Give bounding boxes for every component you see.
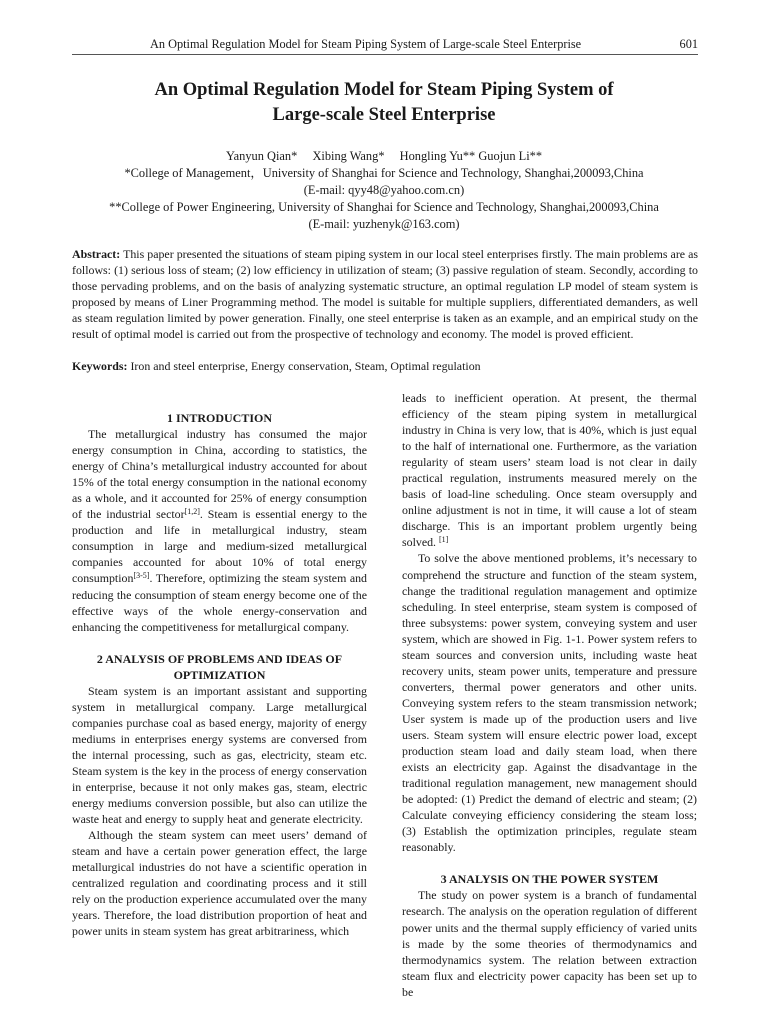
author-3: Hongling Yu** [399,149,476,163]
section-heading-analysis [72,651,367,683]
intro-paragraph [72,426,367,635]
intro-text-a: The metallurgical industry has consumed the major energy consumption in China, according to statistics, the energy of China’s metallurgical industry accounted for about 15% of the total energy consumption in the national economy as a whole, and it accounted for 25% of energy consumption of the industrial sector [72,427,367,522]
paper-title [90,78,678,128]
keywords-text: Iron and steel enterprise, Energy conservation, Steam, Optimal regulation [130,359,481,373]
abstract-text: This paper presented the situations of steam piping system in our local steel enterprises firstly. The main problems are as follows: (1) serious loss of steam; (2) low efficiency in utilization of steam; (3) passive regulation of steam. Secondly, according to those pervading problems, and on the basis of analyzing systematic structure, an optimal regulation LP model of steam system is proposed by means of Liner Programming method. The model is suitable for multiple suppliers, differentiated demanders, as well as steam regulation limited by power generation. Finally, one steel enterprise is taken as an example, and an empirical study on the result of optimal model is carried out from the prospective of technology and economy. The model is proved efficient. [72,247,699,341]
running-head [72,36,698,55]
section-heading-introduction: 1 INTRODUCTION [166,411,272,425]
analysis-paragraph-3: To solve the above mentioned problems, it’s necessary to comprehend the structure and function of the steam system, change the traditional regulation management and optimize scheduling. In steel enterprise, steam system is composed of three subsystems: power system, conveying system and user system, which are showed in Fig. 1-1. Power system refers to steam sources and conversion units, including waste heat recovery units, steam power units, temperature and pressure converters, thermal power generators and other units. Conveying system refers to the steam transmission network; User system is made up of the production users and live users. Steam system will ensure electric power load, except production steam load and daily steam load, when there exists an electricity gap. Against the disadvantage in the traditional regulation management, new management should be adopted: (1) Predict the demand of electric and steam; (2) Calculate conveying efficiency considering the steam loss; (3) Establish the optimization principles, regulate steam reasonably. [402,551,697,855]
right-column [402,390,697,1000]
power-paragraph-1: The study on power system is a branch of fundamental research. The analysis on the operation regulation of different power units and the thermal supply efficiency of varied units is made by the some theories of thermodynamics and thermodynamics system. The relation between extraction steam flux and electricity power capacity has been set up to be [402,888,697,999]
title-line-2: Large-scale Steel Enterprise [272,105,496,125]
keywords-label: Keywords: [72,359,128,373]
running-head-title: An Optimal Regulation Model for Steam Piping System of Large-scale Steel Enterprise [150,37,582,51]
analysis-heading-line-1: 2 ANALYSIS OF PROBLEMS AND IDEAS OF [96,651,343,666]
author-block [72,148,696,233]
analysis-paragraph-2-text: leads to inefficient operation. At present, the thermal efficiency of the steam piping system in metallurgical industry in China is very low, that is 40%, which is just equal to the half of international one. Furthermore, as the variation regularity of steam users’ steam load is not clear in daily practical regulation, instruments measured merely on the basis of load-line scheduling. Once steam oversupply and online adjustment is not in time, it will cause a lot of steam discharge. This is an important problem urgently being solved. [402,391,697,550]
affiliation-2: **College of Power Engineering, University of Shanghai for Science and Technology, Shanghai,200093,China [109,200,659,214]
author-1: Yanyun Qian* [225,149,298,163]
citation-1: [1] [439,535,449,545]
analysis-paragraph-1: Steam system is an important assistant and supporting system in metallurgical company. Large metallurgical companies purchase coal as based energy, majority of energy mediums in enterprises energy systems are conversed from the internal processing, such as gas, electricity, steam etc. Steam system is the key in the process of energy conservation in enterprise, because it not only makes gas, steam, electric energy mediums conversion possible, but also can utilize the waste heat and energy to supply heat and generate electricity. [72,683,367,827]
affiliation-1: *College of Management，University of Shanghai for Science and Technology, Shanghai,200093,China [124,166,644,180]
citation-3-5: [3-5] [133,571,150,581]
email-1: (E-mail: qyy48@yahoo.com.cn) [303,183,465,197]
abstract [72,246,698,342]
analysis-heading-line-2: OPTIMIZATION [173,667,266,682]
author-4: Guojun Li** [478,149,543,163]
analysis-paragraph-2: Although the steam system can meet users’ demand of steam and have a certain power generation effect, the large metallurgical industries do not have a scientific operation in centralized regulation and coordinating process and it still rely on the production experience accumulated over the many years. Therefore, the load distribution proportion of heat and power units in steam system has great arbitrariness, which [72,828,367,939]
email-2: (E-mail: yuzhenyk@163.com) [308,217,460,231]
left-column [72,390,367,940]
author-list [72,148,696,165]
intro-text-c: . Therefore, optimizing the steam system and reducing the consumption of steam energy become one of the effective ways of the whole energy-conservation and enhancing the competitiveness for metallurgical company. [72,571,367,634]
abstract-label: Abstract: [72,247,121,261]
title-line-1: An Optimal Regulation Model for Steam Piping System of [154,80,614,100]
author-2: Xibing Wang* [312,149,385,163]
intro-text-b: . Steam is essential energy to the production and life in metallurgical industry, steam consumption in large and medium-sized metallurgical companies accounted for about 10% of total energy consumption [72,507,367,586]
analysis-paragraph-2-continued [402,390,697,550]
keywords [72,358,698,374]
page-number: 601 [679,37,698,51]
citation-1-2: [1,2] [184,507,200,517]
section-heading-power-system: 3 ANALYSIS ON THE POWER SYSTEM [440,872,659,887]
